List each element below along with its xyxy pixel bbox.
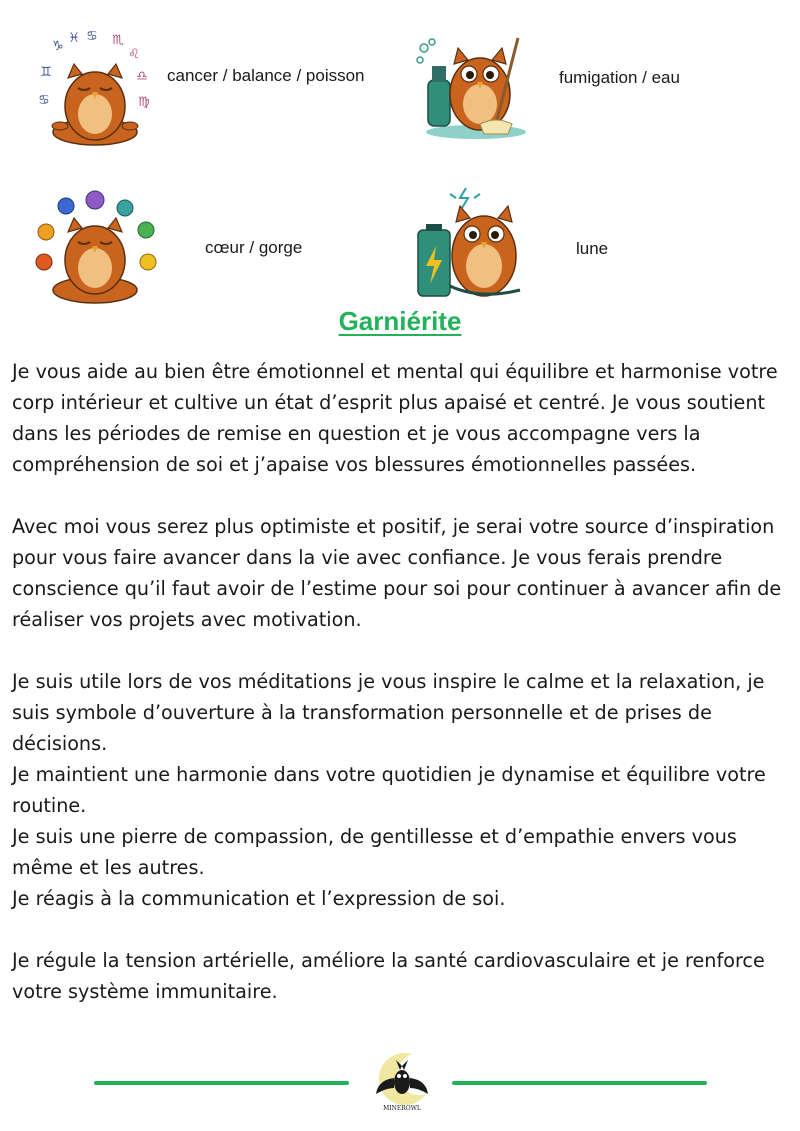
zodiac-glyph: ♎	[136, 69, 148, 84]
chakra-label: cœur / gorge	[205, 238, 303, 257]
stone-sign-label: cancer / balance / poisson	[167, 66, 365, 85]
zodiac-glyph: ♋	[86, 29, 98, 44]
zodiac-glyph: ♍	[138, 95, 150, 110]
zodiac-glyph: ♊	[40, 65, 52, 80]
zodiac-glyph: ♋	[38, 93, 50, 108]
zodiac-glyph: ♓	[68, 31, 80, 46]
cleaning-owl-icon	[414, 32, 530, 140]
cleansing-label: fumigation / eau	[559, 68, 680, 87]
paragraph-compassion: Je suis une pierre de compassion, de gentillesse et d’empathie envers vous même et les autres.	[12, 825, 737, 879]
paragraph-emotional: Je vous aide au bien être émotionnel et mental qui équilibre et harmonise votre corp intérieur et cultive un état d’esprit plus apaisé et centré. Je vous soutient dans les périodes de remise en question et je vous accompagne vers la compréhension de soi et j’apaise vos blessures émotionnelles passées.	[12, 360, 778, 476]
footer-divider-right	[452, 1081, 707, 1085]
chakra-owl-icon	[30, 188, 160, 306]
paragraph-optimism: Avec moi vous serez plus optimiste et positif, je serai votre source d’inspiration pour vous faire avancer dans la vie avec confiance. Je vous ferais prendre conscience qu’il faut avoir de l’estime pour soi pour continuer à avancer afin de réaliser vos projets avec motivation.	[12, 515, 782, 631]
logo-text: MINEROWL	[383, 1105, 421, 1112]
zodiac-owl-icon	[30, 28, 160, 150]
description-text	[12, 356, 782, 1007]
paragraph-harmony: Je maintient une harmonie dans votre quotidien je dynamise et équilibre votre routine.	[12, 763, 766, 817]
paragraph-communication: Je réagis à la communication et l’expression de soi.	[12, 887, 506, 910]
zodiac-glyph: ♌	[128, 47, 140, 62]
zodiac-glyph: ♑	[52, 39, 64, 54]
footer-divider-left	[94, 1081, 349, 1085]
stone-title: Garniérite	[338, 306, 462, 336]
charging-owl-icon	[414, 186, 530, 304]
minerowl-logo	[372, 1050, 432, 1114]
paragraph-health: Je régule la tension artérielle, améliore la santé cardiovasculaire et je renforce votre système immunitaire.	[12, 949, 765, 1003]
zodiac-glyph: ♏	[112, 33, 124, 48]
planet-label: lune	[576, 239, 609, 258]
paragraph-meditation: Je suis utile lors de vos méditations je vous inspire le calme et la relaxation, je suis symbole d’ouverture à la transformation personnelle et de prises de décisions.	[12, 670, 765, 755]
